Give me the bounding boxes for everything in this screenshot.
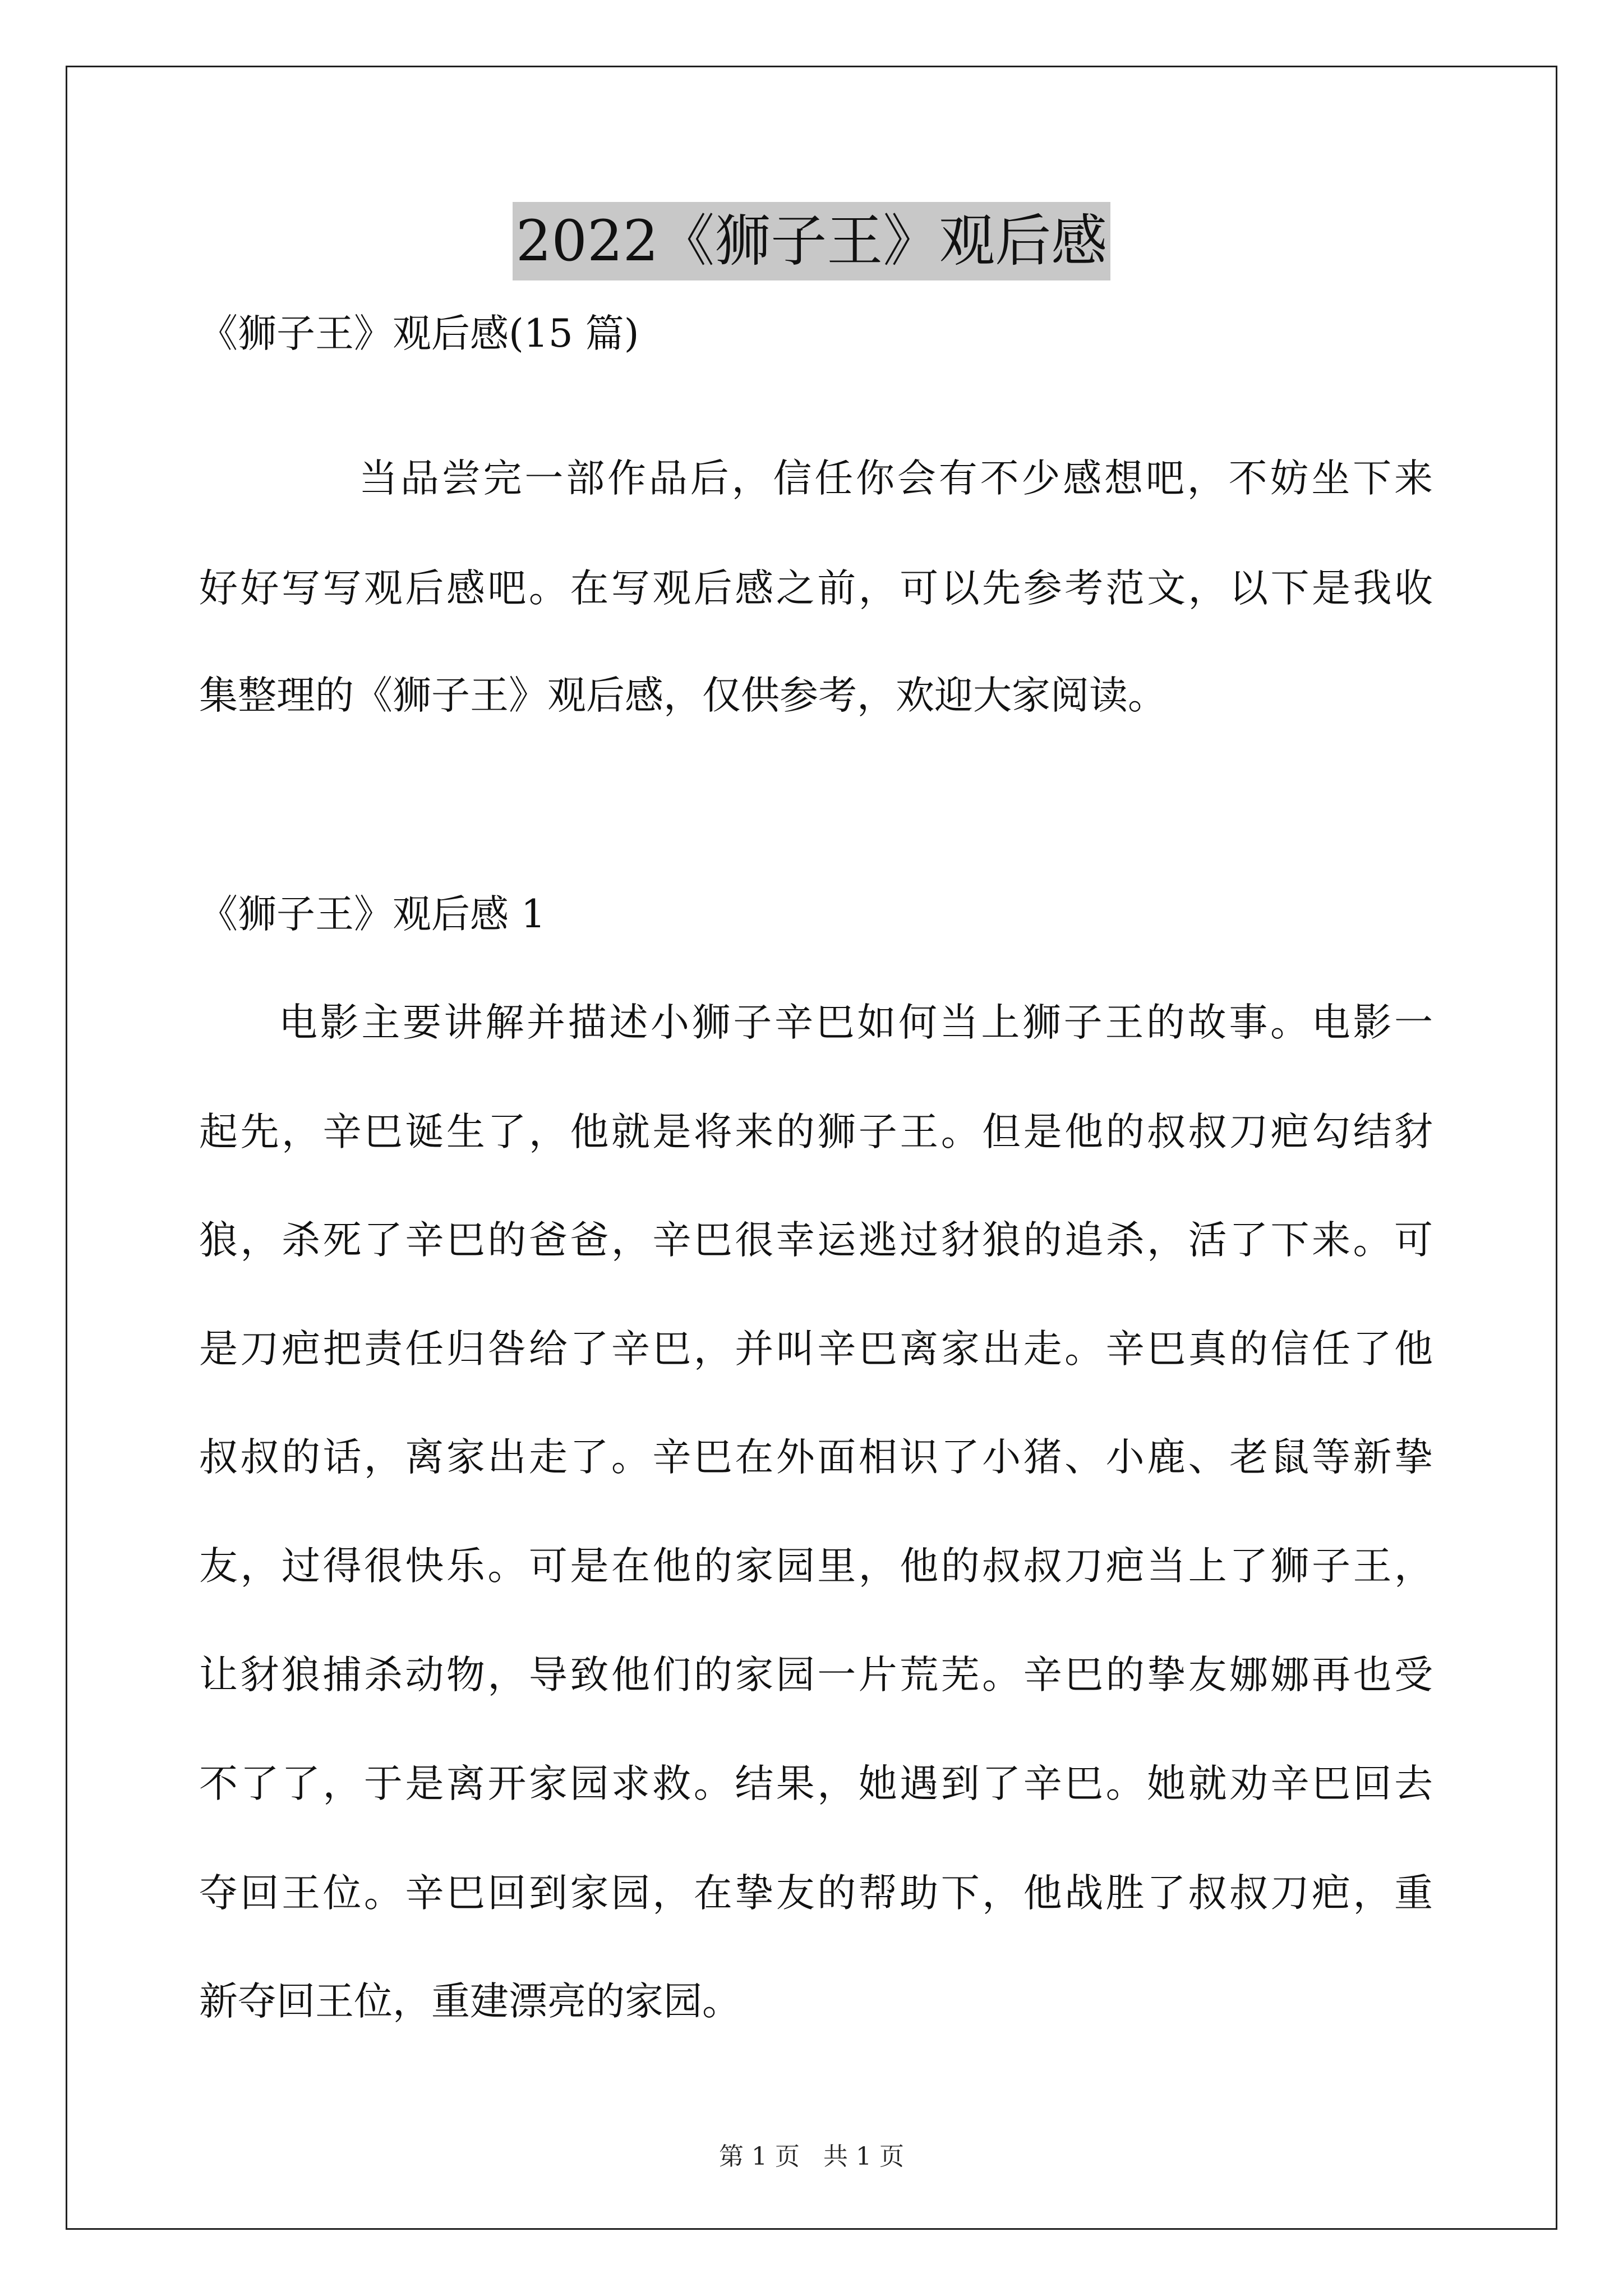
- body-line: 不了了，于是离开家园求救。结果，她遇到了辛巴。她就劝辛巴回去: [199, 1761, 1433, 1806]
- body-line: 友，过得很快乐。可是在他的家园里，他的叔叔刀疤当上了狮子王，: [199, 1544, 1433, 1589]
- title-block: [0, 202, 1623, 280]
- body-line: 叔叔的话，离家出走了。辛巴在外面相识了小猪、小鹿、老鼠等新挚: [199, 1435, 1433, 1480]
- body-line: 是刀疤把责任归咎给了辛巴，并叫辛巴离家出走。辛巴真的信任了他: [199, 1327, 1433, 1372]
- document-subtitle: 《狮子王》观后感(15 篇): [199, 311, 639, 356]
- intro-line: 集整理的《狮子王》观后感，仅供参考，欢迎大家阅读。: [199, 673, 1166, 718]
- page-total: 共 1 页: [823, 2142, 904, 2171]
- intro-line: 当品尝完一部作品后，信任你会有不少感想吧，不妨坐下来: [359, 456, 1433, 501]
- page-footer: [0, 2140, 1623, 2174]
- body-line: 让豺狼捕杀动物，导致他们的家园一片荒芜。辛巴的挚友娜娜再也受: [199, 1653, 1433, 1697]
- document-title: 2022《狮子王》观后感: [513, 202, 1111, 280]
- body-line: 狼，杀死了辛巴的爸爸，辛巴很幸运逃过豺狼的追杀，活了下来。可: [199, 1218, 1433, 1263]
- body-line: 夺回王位。辛巴回到家园，在挚友的帮助下，他战胜了叔叔刀疤，重: [199, 1871, 1433, 1916]
- intro-line: 好好写写观后感吧。在写观后感之前，可以先参考范文，以下是我收: [199, 566, 1433, 611]
- body-line: 起先，辛巴诞生了，他就是将来的狮子王。但是他的叔叔刀疤勾结豺: [199, 1110, 1433, 1154]
- body-line: 新夺回王位，重建漂亮的家园。: [199, 1979, 741, 2024]
- body-line: 电影主要讲解并描述小狮子辛巴如何当上狮子王的故事。电影一: [279, 1000, 1433, 1045]
- section-heading: 《狮子王》观后感 1: [199, 892, 546, 937]
- page-number: 第 1 页: [719, 2142, 800, 2171]
